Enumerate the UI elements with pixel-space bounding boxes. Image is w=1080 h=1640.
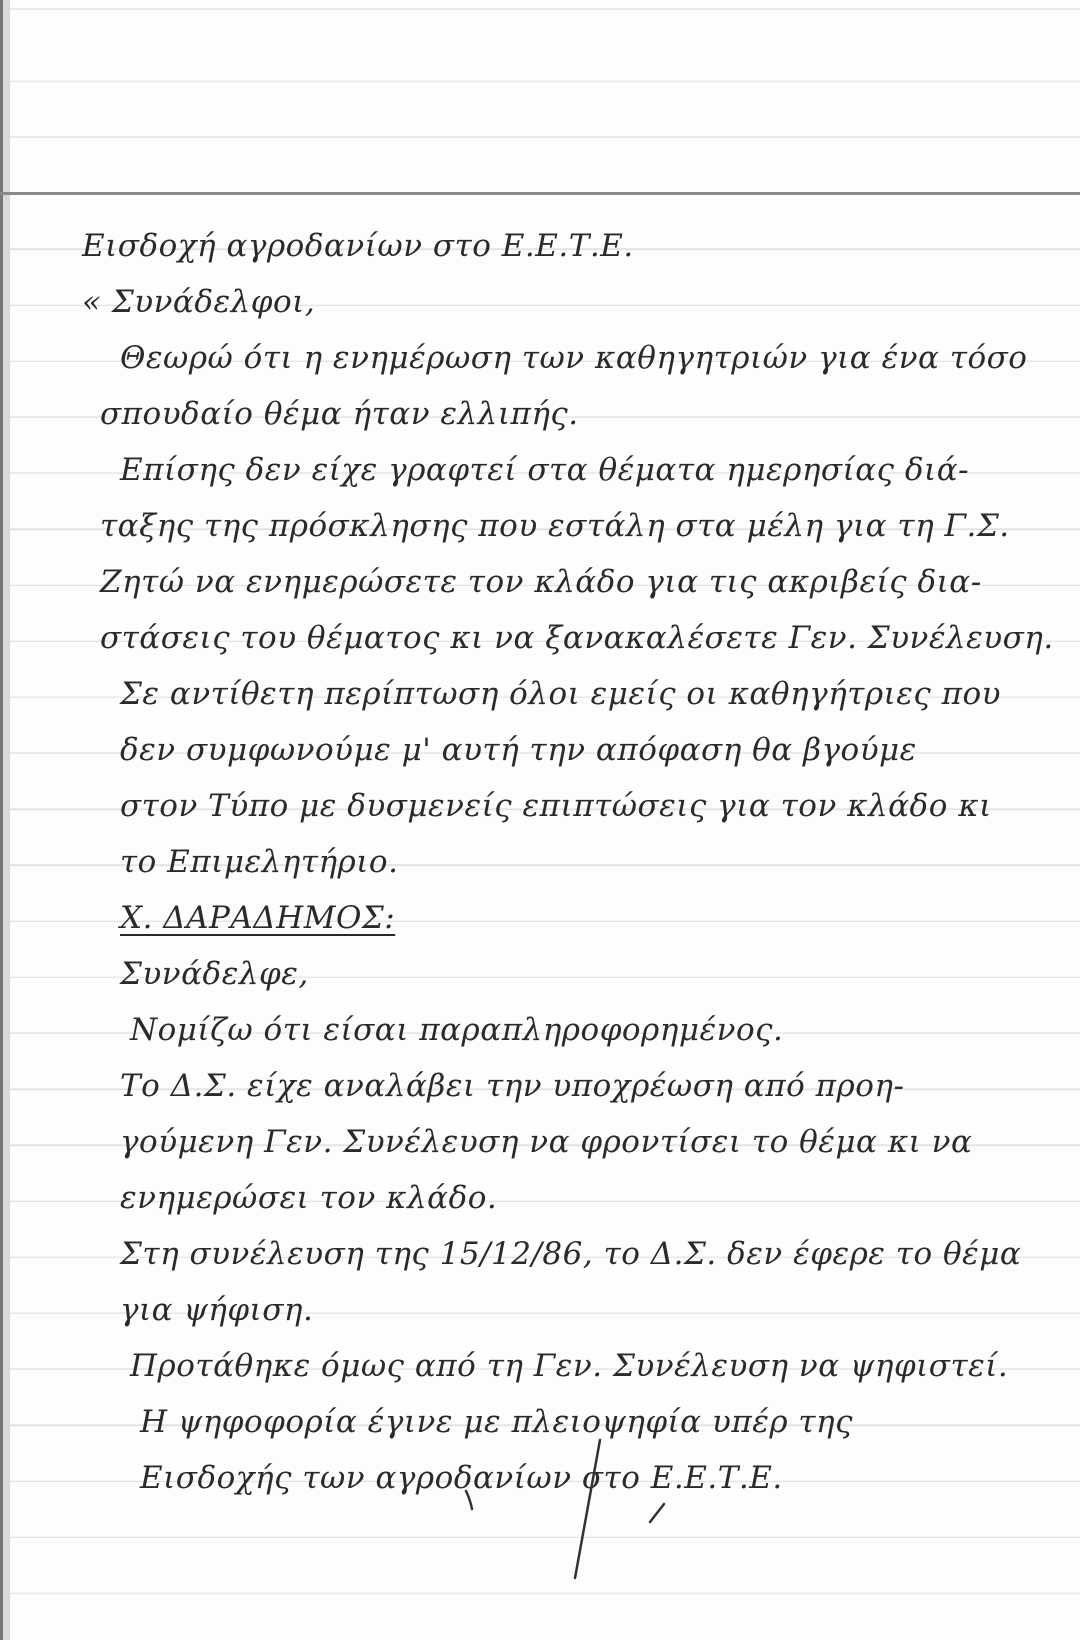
text-line-22: Η ψηφοφορία έγινε με πλειοψηφία υπέρ της	[140, 1404, 853, 1440]
text-line-20: για ψήφιση.	[120, 1292, 314, 1328]
text-line-17: γούμενη Γεν. Συνέλευση να φροντίσει το θέμα κι να	[120, 1124, 973, 1160]
text-line-12: το Επιμελητήριο.	[120, 844, 399, 880]
text-line-18: ενημερώσει τον κλάδο.	[120, 1180, 498, 1216]
pen-stroke-3	[650, 1504, 664, 1522]
text-line-23: Εισδοχής των αγροδανίων στο Ε.Ε.Τ.Ε.	[140, 1460, 783, 1496]
text-line-10: δεν συμφωνούμε μ' αυτή την απόφαση θα βγούμε	[120, 732, 917, 768]
pen-stroke-1	[466, 1491, 472, 1509]
pen-stroke-2	[575, 1440, 600, 1578]
text-line-5: Επίσης δεν είχε γραφτεί στα θέματα ημερησίας διά-	[120, 452, 970, 488]
text-line-3: Θεωρώ ότι η ενημέρωση των καθηγητριών για ένα τόσο	[120, 340, 1028, 376]
text-line-2: « Συνάδελφοι,	[82, 284, 316, 320]
text-line-7: Ζητώ να ενημερώσετε τον κλάδο για τις ακριβείς δια-	[100, 564, 982, 600]
text-line-8: στάσεις του θέματος κι να ξανακαλέσετε Γεν. Συνέλευση.	[100, 620, 1054, 656]
text-line-11: στον Τύπο με δυσμενείς επιπτώσεις για τον κλάδο κι	[120, 788, 992, 824]
text-line-14: Συνάδελφε,	[120, 956, 309, 992]
text-line-1: Εισδοχή αγροδανίων στο Ε.Ε.Τ.Ε.	[82, 228, 634, 264]
text-line-6: ταξης της πρόσκλησης που εστάλη στα μέλη για τη Γ.Σ.	[100, 508, 1010, 544]
text-line-19: Στη συνέλευση της 15/12/86, το Δ.Σ. δεν έφερε το θέμα	[120, 1236, 1022, 1272]
speaker-name: Χ. ΔΑΡΑΔΗΜΟΣ:	[120, 900, 396, 936]
text-line-4: σπουδαίο θέμα ήταν ελλιπής.	[100, 396, 579, 432]
text-line-16: Το Δ.Σ. είχε αναλάβει την υποχρέωση από προη-	[120, 1068, 905, 1104]
text-line-21: Προτάθηκε όμως από τη Γεν. Συνέλευση να ψηφιστεί.	[130, 1348, 1009, 1384]
text-line-15: Νομίζω ότι είσαι παραπληροφορημένος.	[130, 1012, 784, 1048]
text-line-9: Σε αντίθετη περίπτωση όλοι εμείς οι καθηγήτριες που	[120, 676, 1001, 712]
